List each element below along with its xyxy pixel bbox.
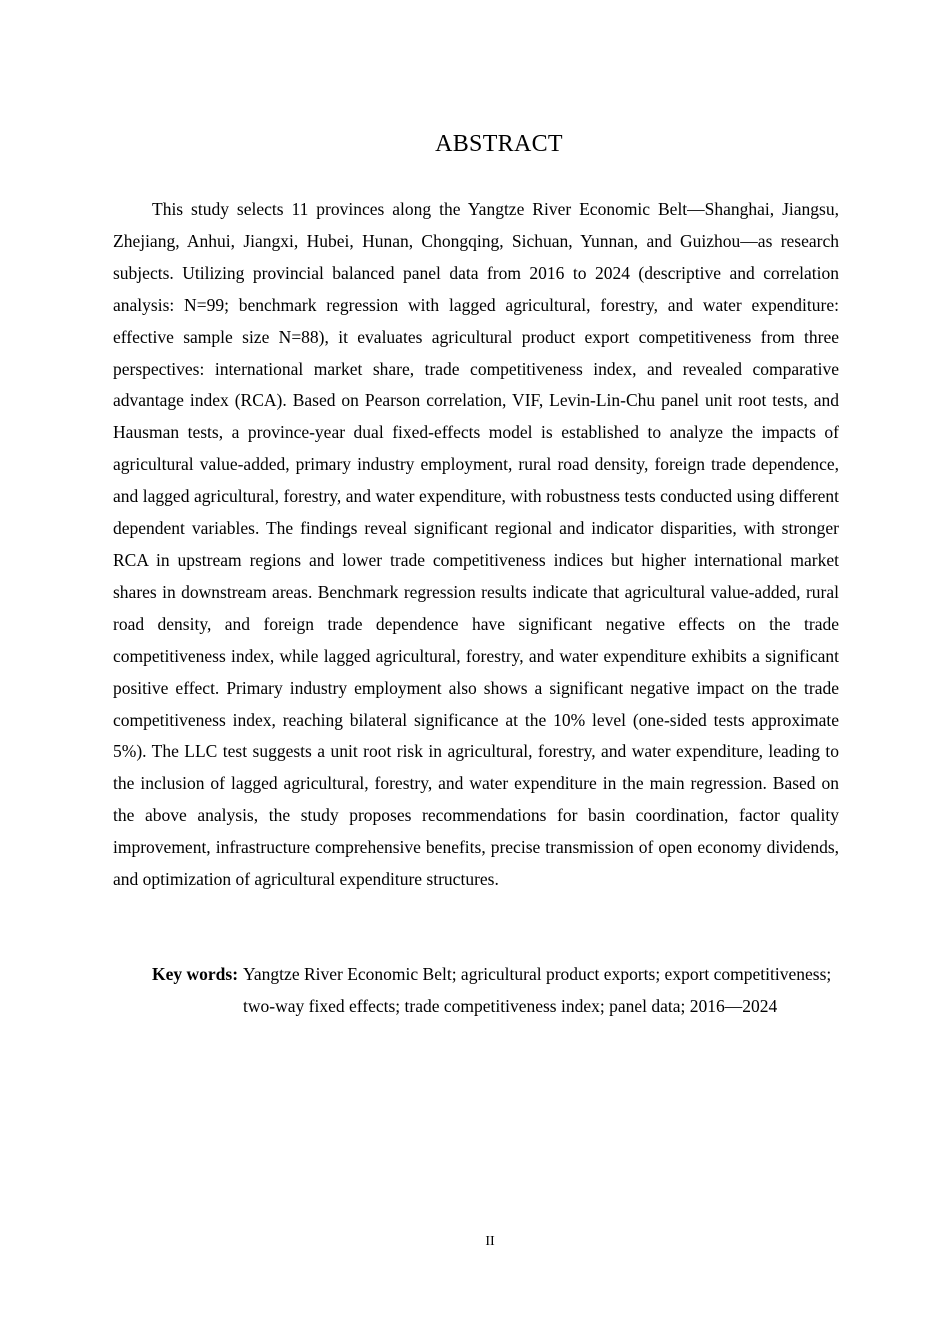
page-number: II	[485, 1234, 495, 1249]
keywords-text: Yangtze River Economic Belt; agricultural product exports; export competitiveness; two-way fixed effects; trade competitiveness index; panel data; 2016—2024	[243, 964, 832, 1016]
keywords-section	[152, 959, 842, 1023]
page-title: ABSTRACT	[435, 131, 563, 157]
abstract-body: This study selects 11 provinces along the Yangtze River Economic Belt—Shanghai, Jiangsu, Zhejiang, Anhui, Jiangxi, Hubei, Hunan, Chongqing, Sichuan, Yunnan, and Guizhou—as research subjects. Utilizing provincial balanced panel data from 2016 to 2024 (descriptive and correlation analysis: N=99; benchmark regression with lagged agricultural, forestry, and water expenditure: effective sample size N=88), it evaluates agricultural product export competitiveness from three perspectives: international market share, trade competitiveness index, and revealed comparative advantage index (RCA). Based on Pearson correlation, VIF, Levin-Lin-Chu panel unit root tests, and Hausman tests, a province-year dual fixed-effects model is established to analyze the impacts of agricultural value-added, primary industry employment, rural road density, foreign trade dependence, and lagged agricultural, forestry, and water expenditure, with robustness tests conducted using different dependent variables. The findings reveal significant regional and indicator disparities, with stronger RCA in upstream regions and lower trade competitiveness indices but higher international market shares in downstream areas. Benchmark regression results indicate that agricultural value-added, rural road density, and foreign trade dependence have significant negative effects on the trade competitiveness index, while lagged agricultural, forestry, and water expenditure exhibits a significant positive effect. Primary industry employment also shows a significant negative impact on the trade competitiveness index, reaching bilateral significance at the 10% level (one-sided tests approximate 5%). The LLC test suggests a unit root risk in agricultural, forestry, and water expenditure, leading to the inclusion of lagged agricultural, forestry, and water expenditure in the main regression. Based on the above analysis, the study proposes recommendations for basin coordination, factor quality improvement, infrastructure comprehensive benefits, precise transmission of open economy dividends, and optimization of agricultural expenditure structures.	[113, 199, 839, 890]
keywords-label: Key words:	[152, 964, 239, 984]
